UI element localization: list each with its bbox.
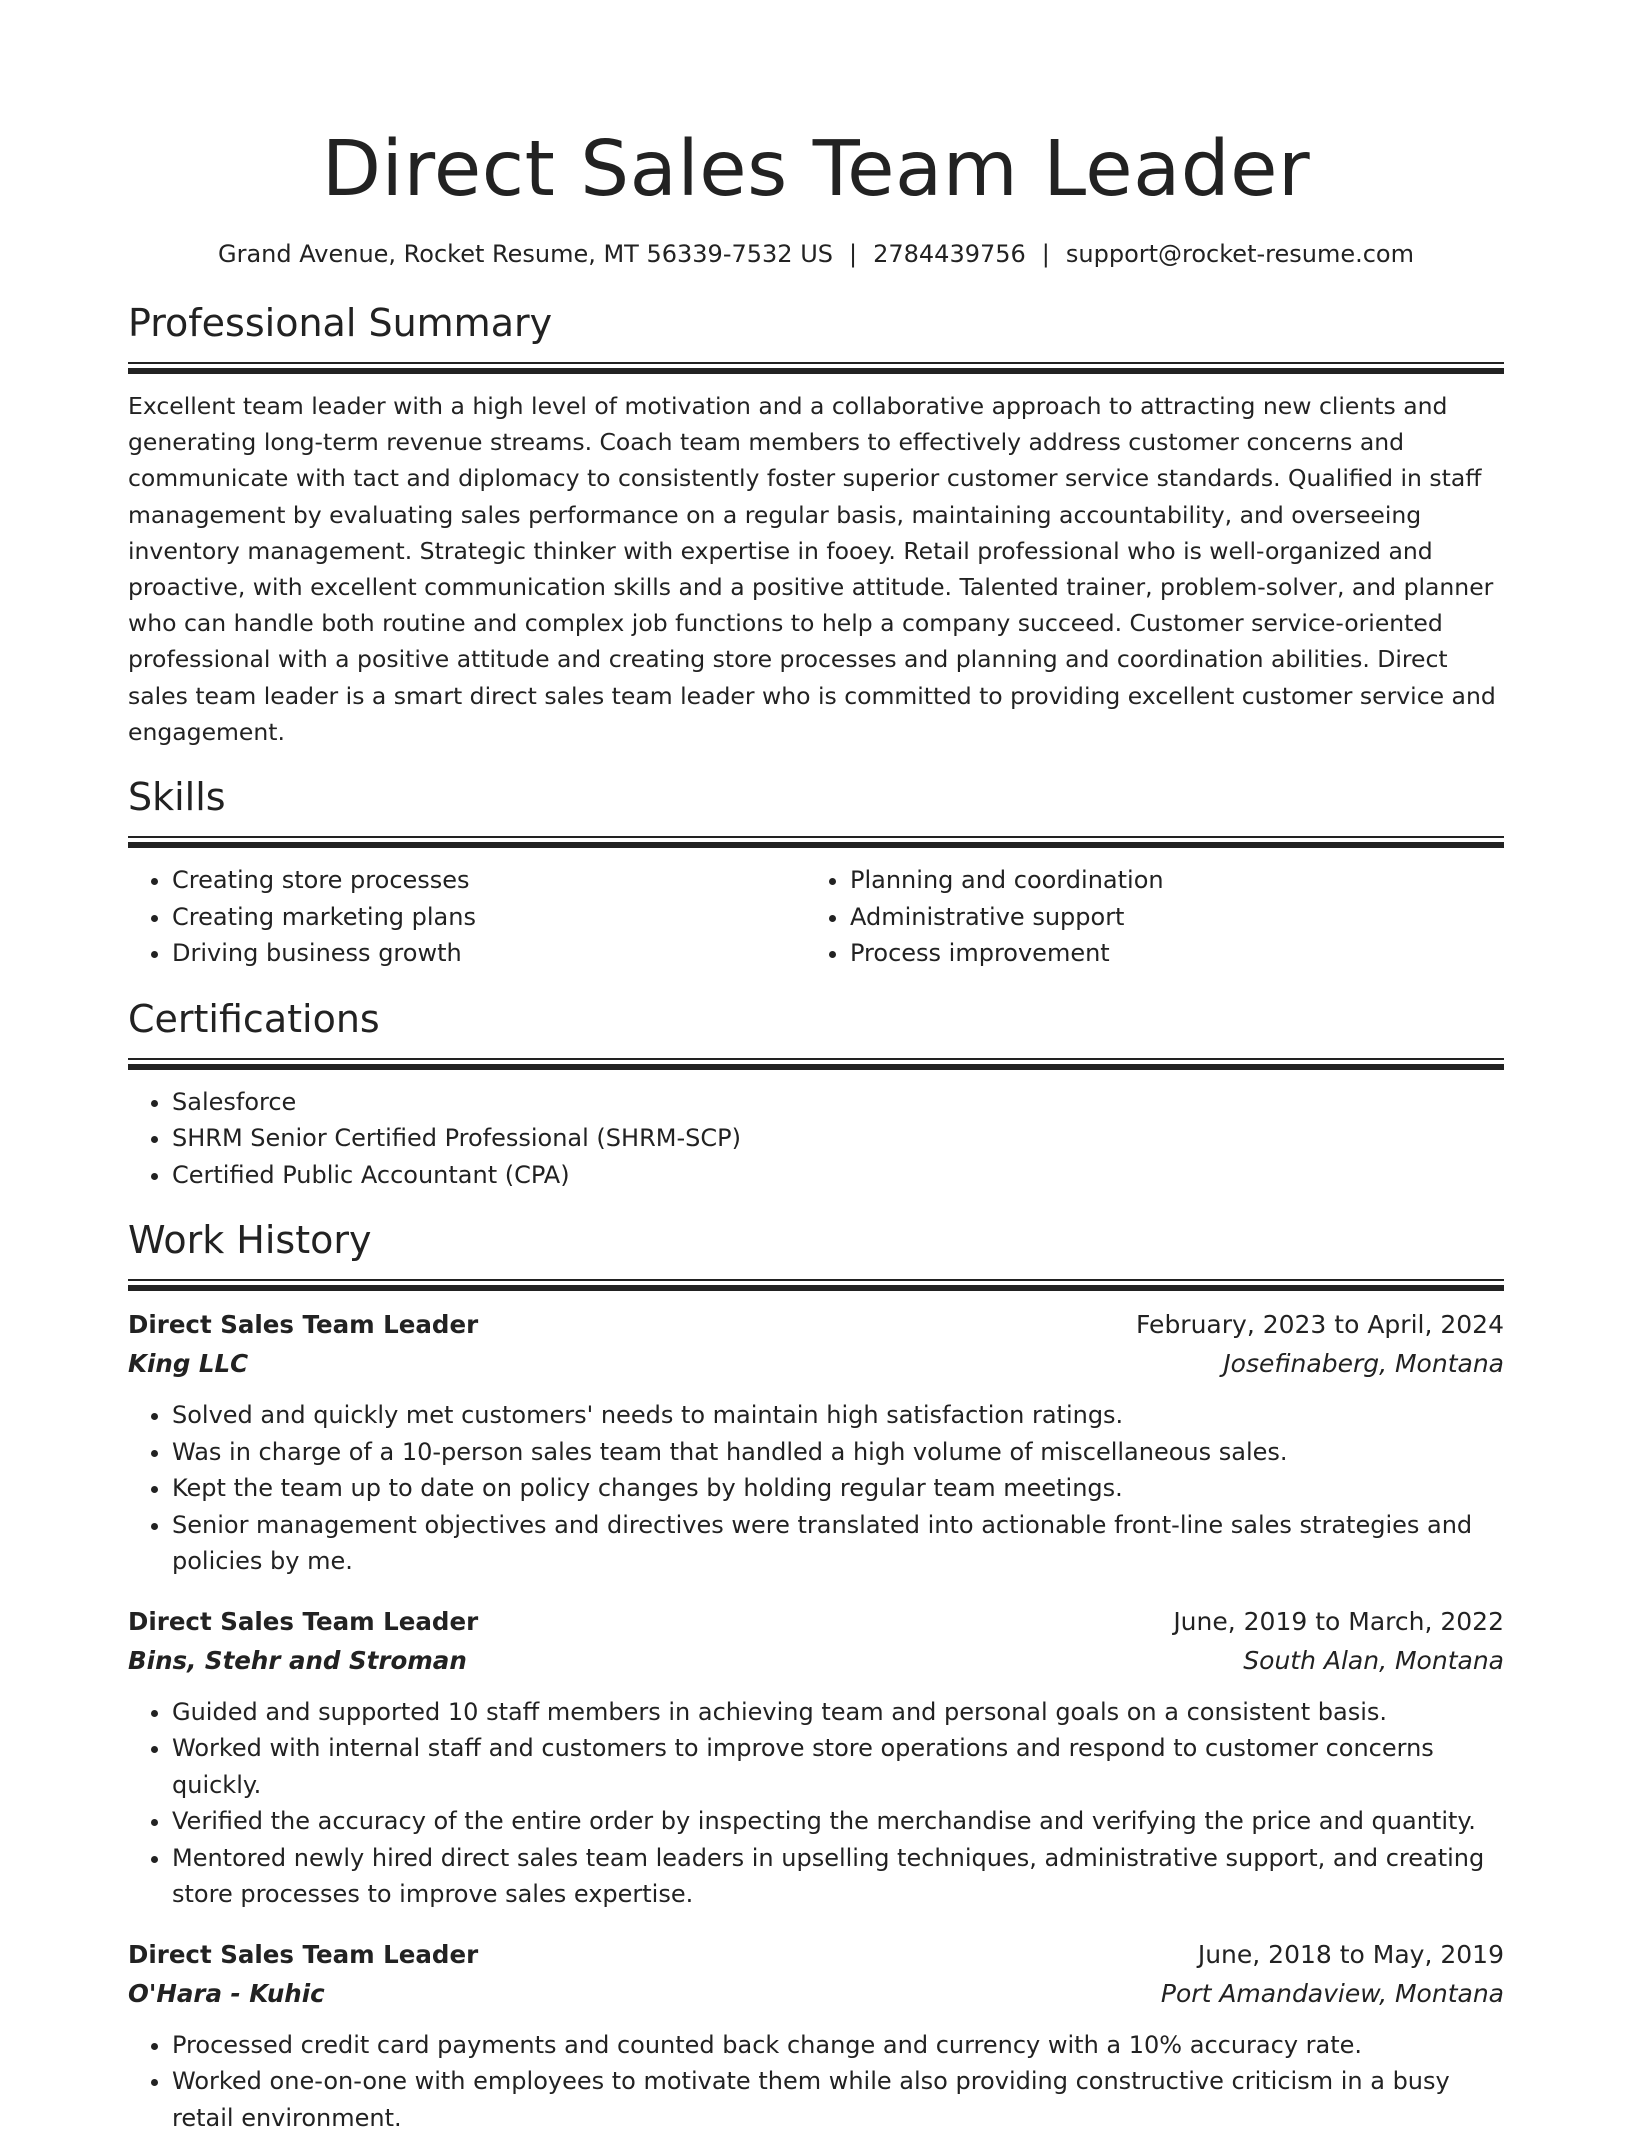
section-title-certifications: Certifications xyxy=(128,996,380,1041)
skill-item: • Creating store processes xyxy=(172,862,806,899)
job-bullet: • Kept the team up to date on policy changes by holding regular team meetings. xyxy=(172,1470,1504,1507)
job-bullet: • Guided and supported 10 staff members in achieving team and personal goals on a consistent basis. xyxy=(172,1694,1504,1731)
section-title-summary: Professional Summary xyxy=(128,301,553,345)
skills-list-right xyxy=(806,862,1484,972)
job-bullet: • Worked with internal staff and customers to improve store operations and respond to customer concerns quickly. xyxy=(172,1730,1504,1803)
job-title: Direct Sales Team Leader xyxy=(128,1939,479,1969)
job-bullets xyxy=(128,2027,1504,2136)
certifications-list xyxy=(128,1084,1504,1194)
job-dates: February, 2023 to April, 2024 xyxy=(1136,1310,1504,1340)
job-location: South Alan, Montana xyxy=(1243,1645,1504,1675)
job-title: Direct Sales Team Leader xyxy=(128,1606,479,1636)
job-company: O'Hara - Kuhic xyxy=(128,1978,325,2008)
skill-item: • Creating marketing plans xyxy=(172,899,806,936)
job-header-row xyxy=(128,1602,1504,1641)
job-bullet: • Senior management objectives and directives were translated into actionable front-line sales strategies and policies by me. xyxy=(172,1507,1504,1580)
skill-item: • Driving business growth xyxy=(172,935,806,972)
resume-page xyxy=(128,0,1504,2136)
job-bullet: • Was in charge of a 10-person sales team that handled a high volume of miscellaneous sales. xyxy=(172,1434,1504,1471)
section-divider xyxy=(128,1058,1504,1070)
work-history-section xyxy=(128,1217,1504,2136)
job-header-row xyxy=(128,1935,1504,1974)
summary-section xyxy=(128,300,1504,750)
job-bullets xyxy=(128,1694,1504,1913)
job-company: King LLC xyxy=(128,1349,249,1379)
candidate-name: Direct Sales Team Leader xyxy=(321,125,1311,214)
skill-item: • Administrative support xyxy=(850,899,1484,936)
job-location: Port Amandaview, Montana xyxy=(1160,1978,1504,2008)
section-divider xyxy=(128,1279,1504,1291)
job-dates: June, 2019 to March, 2022 xyxy=(1173,1606,1504,1636)
section-divider xyxy=(128,836,1504,848)
job-bullet: • Mentored newly hired direct sales team leaders in upselling techniques, administrative support, and creating store processes to improve sales expertise. xyxy=(172,1840,1504,1913)
contact-separator: | xyxy=(849,240,858,268)
contact-email: support@rocket-resume.com xyxy=(1065,240,1414,268)
job-location: Josefinaberg, Montana xyxy=(1223,1349,1504,1379)
job-dates: June, 2018 to May, 2019 xyxy=(1197,1939,1504,1969)
job-title: Direct Sales Team Leader xyxy=(128,1310,479,1340)
section-divider xyxy=(128,362,1504,374)
skills-list-left xyxy=(128,862,806,972)
job-company: Bins, Stehr and Stroman xyxy=(128,1645,467,1675)
contact-phone: 2784439756 xyxy=(873,240,1026,268)
skill-item: • Process improvement xyxy=(850,935,1484,972)
section-title-work-history: Work History xyxy=(128,1218,372,1263)
contact-line xyxy=(128,238,1504,270)
job-entry xyxy=(128,1305,1504,1580)
job-entry xyxy=(128,1935,1504,2136)
certification-item: • Salesforce xyxy=(172,1084,1504,1121)
contact-separator: | xyxy=(1041,240,1050,268)
job-bullet: • Verified the accuracy of the entire order by inspecting the merchandise and verifying the price and quantity. xyxy=(172,1803,1504,1840)
certification-item: • Certified Public Accountant (CPA) xyxy=(172,1157,1504,1194)
job-bullet: • Processed credit card payments and counted back change and currency with a 10% accuracy rate. xyxy=(172,2027,1504,2064)
job-bullet: • Worked one-on-one with employees to motivate them while also providing constructive criticism in a busy retail environment. xyxy=(172,2063,1504,2136)
job-company-row xyxy=(128,1344,1504,1383)
job-company-row xyxy=(128,1641,1504,1680)
certification-item: • SHRM Senior Certified Professional (SHRM-SCP) xyxy=(172,1120,1504,1157)
job-company-row xyxy=(128,1974,1504,2013)
job-bullets xyxy=(128,1397,1504,1580)
skills-grid xyxy=(128,862,1504,972)
section-title-skills: Skills xyxy=(128,775,226,820)
contact-address: Grand Avenue, Rocket Resume, MT 56339-7532 US xyxy=(218,240,833,268)
skills-section xyxy=(128,774,1504,972)
skill-item: • Planning and coordination xyxy=(850,862,1484,899)
job-bullet: • Solved and quickly met customers' needs to maintain high satisfaction ratings. xyxy=(172,1397,1504,1434)
summary-text: Excellent team leader with a high level of motivation and a collaborative approach to attracting new clients and generating long-term revenue streams. Coach team members to effectively address customer concerns and communicate with tact and diplomacy to consistently foster superior customer service standards. Qualified in staff management by evaluating sales performance on a regular basis, maintaining accountability, and overseeing inventory management. Strategic thinker with expertise in fooey. Retail professional who is well-organized and proactive, with excellent communication skills and a positive attitude. Talented trainer, problem-solver, and planner who can handle both routine and complex job functions to help a company succeed. Customer service-oriented professional with a positive attitude and creating store processes and planning and coordination abilities. Direct sales team leader is a smart direct sales team leader who is committed to providing excellent customer service and engagement. xyxy=(128,392,1496,746)
job-entry xyxy=(128,1602,1504,1913)
certifications-section xyxy=(128,996,1504,1194)
job-header-row xyxy=(128,1305,1504,1344)
